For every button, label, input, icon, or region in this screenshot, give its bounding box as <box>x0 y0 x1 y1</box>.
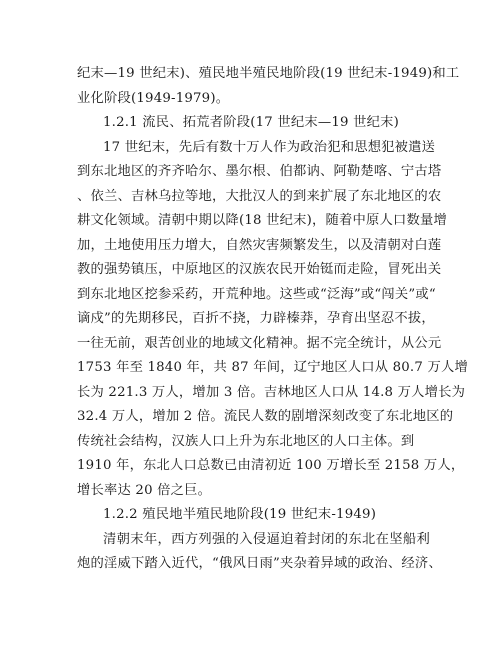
text-line: 教的强势镇压，中原地区的汉族农民开始铤而走险，冒死出关 <box>77 262 442 277</box>
text-line: 谪戍”的先期移民，百折不挠，力辟榛莽，孕育出坚忍不拔， <box>77 311 435 326</box>
text-line: 传统社会结构，汉族人口上升为东北地区的人口主体。到 <box>77 433 415 449</box>
text-line: 清朝末年，西方列强的入侵逼迫着封闭的东北在坚船利 <box>103 531 430 547</box>
text-line: 1910 年，东北人口总数已由清初近 100 万增长至 2158 万人， <box>77 458 465 473</box>
text-line: 加，土地使用压力增大，自然灾害频繁发生，以及清朝对白莲 <box>77 237 442 253</box>
section-heading: 1.2.2 殖民地半殖民地阶段(19 世纪末-1949) <box>103 507 377 522</box>
section-heading: 1.2.1 流民、拓荒者阶段(17 世纪末—19 世纪末) <box>103 115 399 130</box>
text-line: 业化阶段(1949-1979)。 <box>77 90 230 106</box>
text-line: 32.4 万人，增加 2 倍。流民人数的剧增深刻改变了东北地区的 <box>77 409 454 424</box>
text-line: 耕文化领域。清朝中期以降(18 世纪末)，随着中原人口数量增 <box>77 213 447 228</box>
text-line: 长为 221.3 万人，增加 3 倍。吉林地区人口从 14.8 万人增长为 <box>77 384 466 400</box>
text-line: 17 世纪末，先后有数十万人作为政治犯和思想犯被遣送 <box>103 139 436 155</box>
text-line: 增长率达 20 倍之巨。 <box>77 482 212 498</box>
document-page <box>77 62 468 577</box>
text-line: 到东北地区挖参采药，开荒种地。这些或“泛海”或“闯关”或“ <box>77 286 436 302</box>
text-line: 炮的淫威下踏入近代，“俄风日雨”夹杂着异域的政治、经济、 <box>77 556 442 571</box>
text-line: 到东北地区的齐齐哈尔、墨尔根、伯都讷、阿勒楚喀、宁古塔 <box>77 164 442 179</box>
text-line: 、依兰、吉林乌拉等地，大批汉人的到来扩展了东北地区的农 <box>77 188 442 204</box>
text-line: 1753 年至 1840 年，共 87 年间，辽宁地区人口从 80.7 万人增 <box>77 360 468 375</box>
text-line: 一往无前，艰苦创业的地域文化精神。据不完全统计，从公元 <box>77 335 442 351</box>
text-line: 纪末—19 世纪末)、殖民地半殖民地阶段(19 世纪末-1949)和工 <box>77 66 460 81</box>
